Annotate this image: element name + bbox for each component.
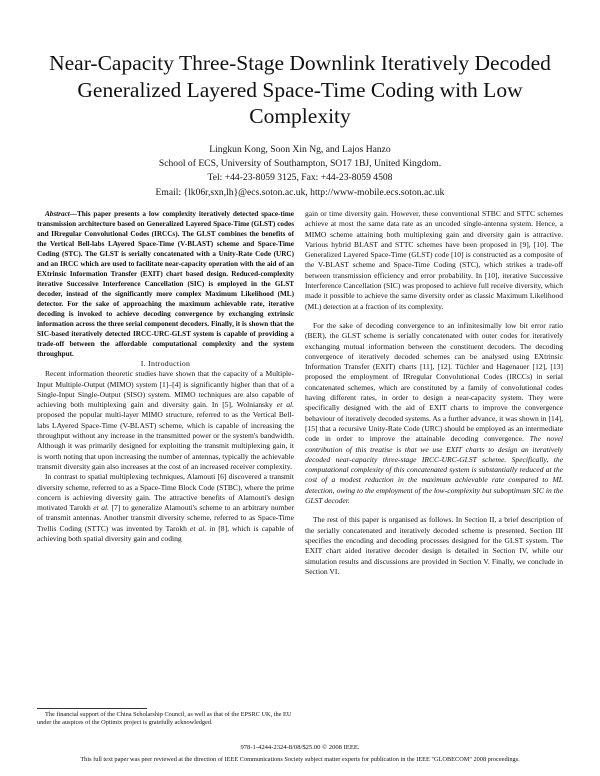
abstract-text: —This paper presents a low complexity iteratively detected space-time transmission architecture based on Generalized Layered Space-Time (GLST) codes and IRregular Convolutional Codes (IRCCs). The GLST combines the benefits of the Vertical Bell-labs LAyered Space-Time (V-BLAST) scheme and Space-Time Coding (STC). The GLST is serially concatenated with a Unity-Rate Code (URC) and an IRCC which are used to facilitate near-capacity operation with the aid of an EXtrinsic Information Transfer (EXIT) chart based design. Reduced-complexity iterative Successive Interference Cancellation (SIC) is employed in the GLST decoder, instead of the significantly more complex Maximum Likelihood (ML) detector. For the sake of approaching the maximum achievable rate, iterative decoding is invoked to achieve decoding convergence by exchanging extrinsic information across the three serial component decoders. Finally, it is shown that the SIC-based iteratively detected IRCC-URC-GLST system is capable of providing a trade-off between the affordable computational complexity and the system throughput. <box>37 210 294 358</box>
novel-contribution: The novel contribution of this treatise is that we use EXIT charts to design an iteratively decoded near-capacity three-stage IRCC-URC-GLST scheme. Specifically, the computational complexity of this concatenated system is substantially reduced at the cost of a modest reduction in the maximum achievable rate compared to ML detection, owing to the employment of the low-complexity but suboptimum SIC in the GLST decoder. <box>305 434 563 506</box>
intro-paragraph-2: In contrast to spatial multiplexing techniques, Alamouti [6] discovered a transmit diversity scheme, referred to as a Space-Time Block Code (STBC), where the prime concern is achieving diversity gain. The attractive benefits of Alamouti's design motivated Tarokh et al. [7] to generalize Alamouti's scheme to an arbitrary number of transmit antennas. Another transmit diversity scheme, referred to as Space-Time Trellis Coding (STTC) was invented by Tarokh et al. in [8], which is capable of achieving both spatial diversity gain and coding <box>37 472 295 544</box>
author-block <box>60 143 540 200</box>
copyright-line: 978-1-4244-2324-8/08/$25.00 © 2008 IEEE. <box>240 744 360 751</box>
paper-title: Near-Capacity Three-Stage Downlink Iteratively Decoded Generalized Layered Space-Time Coding with Low Complexity <box>49 51 551 128</box>
footnote-rule <box>37 708 147 709</box>
peer-review-notice: This full text paper was peer reviewed at the direction of IEEE Communications Society subject matter experts for publication in the IEEE "GLOBECOM" 2008 proceedings. <box>80 756 520 763</box>
section-heading-introduction: I. Introduction <box>140 359 191 368</box>
author-affiliation: School of ECS, University of Southampton, SO17 1BJ, United Kingdom. <box>158 158 442 170</box>
intro-paragraph-3: For the sake of decoding convergence to an infinitesimally low bit error ratio (BER), the GLST scheme is serially concatenated with outer codes for iteratively exchanging mutual information between the constituent decoders. The decoding convergence of iteratively decoded schemes can be analysed using EXtrinsic Information Transfer (EXIT) charts [11], [12]. Tüchler and Hagenauer [12], [13] proposed the employment of IRregular Convolutional Codes (IRCCs) in serial concatenated schemes, which are constituted by a family of convolutional codes having different rates, in order to design a near-capacity system. They were specifically designed with the aid of EXIT charts to improve the convergence behaviour of iteratively decoded systems. As a further advance, it was shown in [14], [15] that a recursive Unity-Rate Code (URC) should be employed as an intermediate code in order to improve the attainable decoding convergence. The novel contribution of this treatise is that we use EXIT charts to design an iteratively decoded near-capacity three-stage IRCC-URC-GLST scheme. Specifically, the computational complexity of this concatenated system is substantially reduced at the cost of a modest reduction in the maximum achievable rate compared to ML detection, owing to the employment of the low-complexity but suboptimum SIC in the GLST decoder. <box>305 320 563 506</box>
author-tel-fax: Tel: +44-23-8059 3125, Fax: +44-23-8059 4508 <box>207 172 393 184</box>
footnote-funding: The financial support of the China Scholarship Council, as well as that of the EPSRC UK, the EU under the auspices of the Optimix project is gratefully acknowledged. <box>37 711 292 727</box>
abstract-lead: Abstract <box>45 210 70 218</box>
author-names: Lingkun Kong, Soon Xin Ng, and Lajos Hanzo <box>209 144 391 155</box>
author-email: Email: {lk06r,sxn,lh}@ecs.soton.ac.uk, http://www-mobile.ecs.soton.ac.uk <box>155 186 445 198</box>
intro-paragraph-4: The rest of this paper is organised as follows. In Section II, a brief description of the serially concatenated and iteratively decoded scheme is presented. Section III specifies the encoding and decoding processes designed for the GLST system. The EXIT chart aided iterative decoder design is detailed in Section IV, while our simulation results and discussions are provided in Section V. Finally, we conclude in Section VI. <box>305 515 563 576</box>
left-column <box>37 209 294 544</box>
intro-paragraph-continued: gain or time diversity gain. However, these conventional STBC and STTC schemes achieve at most the same data rate as an uncoded single-antenna system. Hence, a MIMO scheme attaining both multiplexing gain and diversity gain is attractive. Various hybrid BLAST and STTC schemes have been proposed in [9], [10]. The Generalized Layered Space-Time (GLST) code [10] is constructed as a composite of the V-BLAST scheme and Space-Time Coding (STC), which strikes a trade-off between transmission efficiency and error probability. In [10], iterative Successive Interference Cancellation (SIC) was proposed to achieve full receive diversity, which made it possible to achieve the same diversity order as classic Maximum Likelihood (ML) detection at a fraction of its complexity. <box>305 209 563 311</box>
intro-paragraph-1: Recent information theoretic studies have shown that the capacity of a Multiple-Input Multiple-Output (MIMO) system [1]–[4] is significantly higher than that of a Single-Input Single-Output (SISO) system. MIMO techniques are also capable of achieving both multiplexing gain and diversity gain. In [5], Wolniansky et al. proposed the popular multi-layer MIMO structure, referred to as the Vertical Bell-labs LAyered Space-Time (V-BLAST) scheme, which is capable of increasing the throughput without any increase in the transmitted power or the system's bandwidth. Although it was primarily designed for exploiting the transmit multiplexing gain, it is worth noting that upon increasing the number of antennas, typically the achievable transmit diversity gain also increases at the cost of an increased receiver complexity. <box>37 369 294 471</box>
right-column <box>305 209 563 577</box>
abstract <box>37 209 294 359</box>
